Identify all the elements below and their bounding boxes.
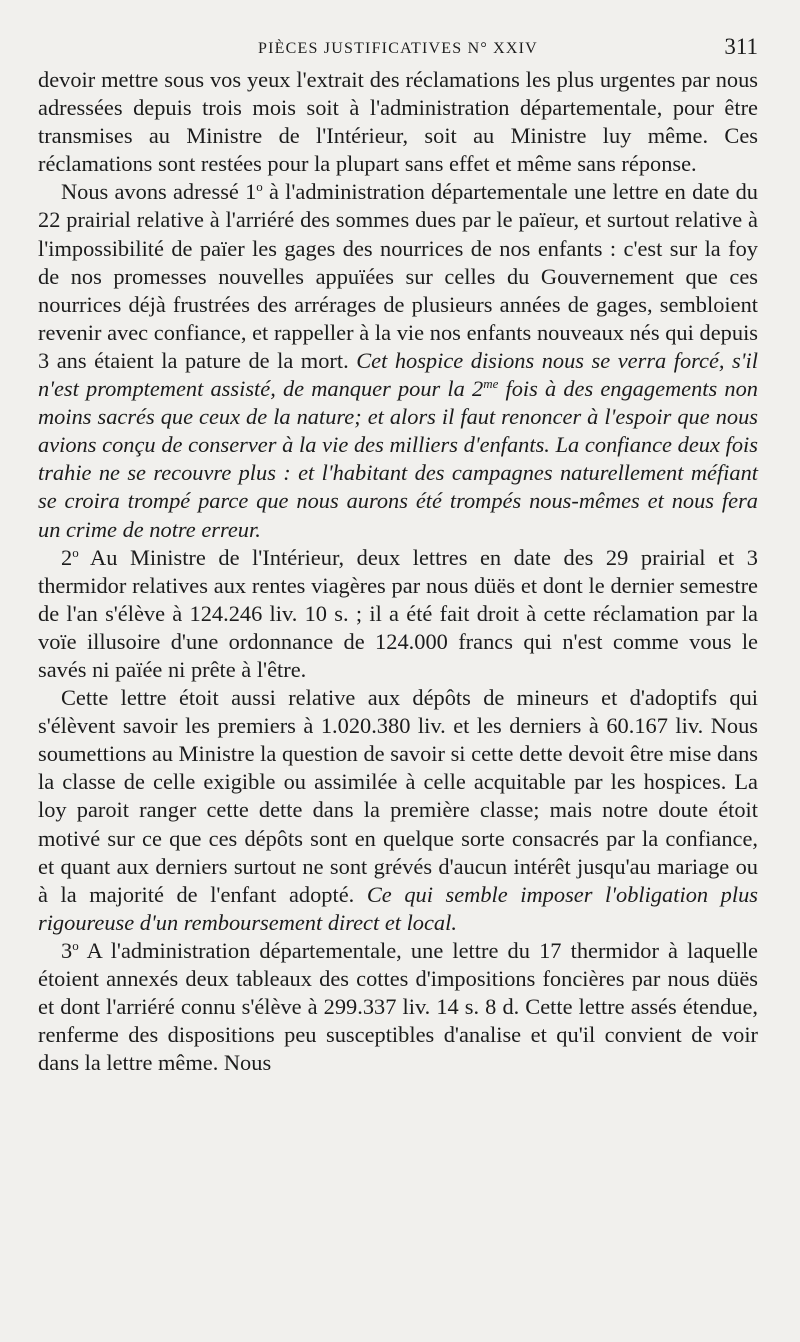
running-head <box>38 30 758 66</box>
italic-quote: Ce qui semble imposer l'obligation plus rigoureuse d'un remboursement direct et local. <box>38 881 759 935</box>
text-run: Nous avons adressé 1 <box>61 179 257 205</box>
text-run: Au Ministre de l'Intérieur, deux lettres en date des 29 prairial et 3 thermidor relatives aux rentes viagères par nous düës et dont le dernier semestre de l'an s'élève à 124.246 liv. 10 s. ; il a été fait droit à cette réclamation par la voïe illusoire d'une ordonnance de 124.000 francs qui n'est comme vous le savés ni païée ni prête à l'être. <box>38 544 758 682</box>
paragraph-3 <box>38 544 758 684</box>
text-run: à l'administration départementale une lettre en date du 22 prairial relative à l'arriéré des sommes dues par le païeur, et surtout relative à l'impossibilité de païer les gages des nourrices de nos enfants : c'est sur la foy de nos promesses nouvelles appuïées sur celles du Gouvernement que ces nourrices déjà frustrées des arrérages de plusieurs années de gages, sembloient revenir avec confiance, et rappeller à la vie nos enfants nouveaux nés qui depuis 3 ans étaient la pature de la mort. <box>38 179 758 373</box>
text-run: Cette lettre étoit aussi relative aux dépôts de mineurs et d'adoptifs qui s'élèvent savoir les premiers à 1.020.380 liv. et les derniers à 60.167 liv. Nous soumettions au Ministre la question de savoir si cette dette devoit être mise dans la classe de celle exigible ou assimilée à celle acquitable par les hospices. La loy paroit ranger cette dette dans la première classe; mais notre doute étoit motivé sur ce que ces dépôts sont en quelque sorte consacrés par la confiance, et quant aux derniers surtout ne sont grévés d'aucun intérêt jusqu'au mariage ou à la majorité de l'enfant adopté. <box>38 685 758 907</box>
superscript: me <box>483 376 499 392</box>
text-run: 3 <box>61 937 73 963</box>
paragraph-1: devoir mettre sous vos yeux l'extrait des réclamations les plus urgentes par nous adressées depuis trois mois soit à l'administration départementale, pour être transmises au Ministre de l'Intérieur, soit au Ministre luy même. Ces réclamations sont restées pour la plupart sans effet et même sans réponse. <box>38 67 758 177</box>
paragraph-4 <box>38 684 758 937</box>
superscript: o <box>72 544 79 560</box>
italic-quote <box>38 348 758 542</box>
paragraph-2 <box>38 178 758 543</box>
running-title: PIÈCES JUSTIFICATIVES N° XXIV <box>258 40 538 57</box>
superscript: o <box>72 937 79 953</box>
paragraph-5 <box>38 937 758 1077</box>
page-number: 311 <box>724 34 758 59</box>
body-text <box>38 66 758 1077</box>
page-content <box>38 30 758 1077</box>
text-run: 2 <box>61 544 73 570</box>
text-run: Cet hospice disions nous se verra forcé, s'il n'est promptement assisté, de manquer pour la 2 <box>38 347 758 402</box>
text-run: A l'administration départementale, une lettre du 17 thermidor à laquelle étoient annexés deux tableaux des cottes d'impositions foncières par nous düës et dont l'arriéré connu s'élève à 299.337 liv. 14 s. 8 d. Cette lettre assés étendue, renferme des dispositions peu susceptibles d'analise et qu'il convient de voir dans la lettre même. Nous <box>38 937 758 1076</box>
text-run: fois à des engagements non moins sacrés que ceux de la nature; et alors il faut renoncer à l'espoir que nous avions conçu de conserver à la vie des milliers d'enfants. La confiance deux fois trahie ne se recouvre plus : et l'habitant des campagnes naturellement méfiant se croira trompé parce que nous aurons été trompés nous-mêmes et nous fera un crime de notre erreur. <box>38 376 758 542</box>
superscript: o <box>256 179 263 195</box>
